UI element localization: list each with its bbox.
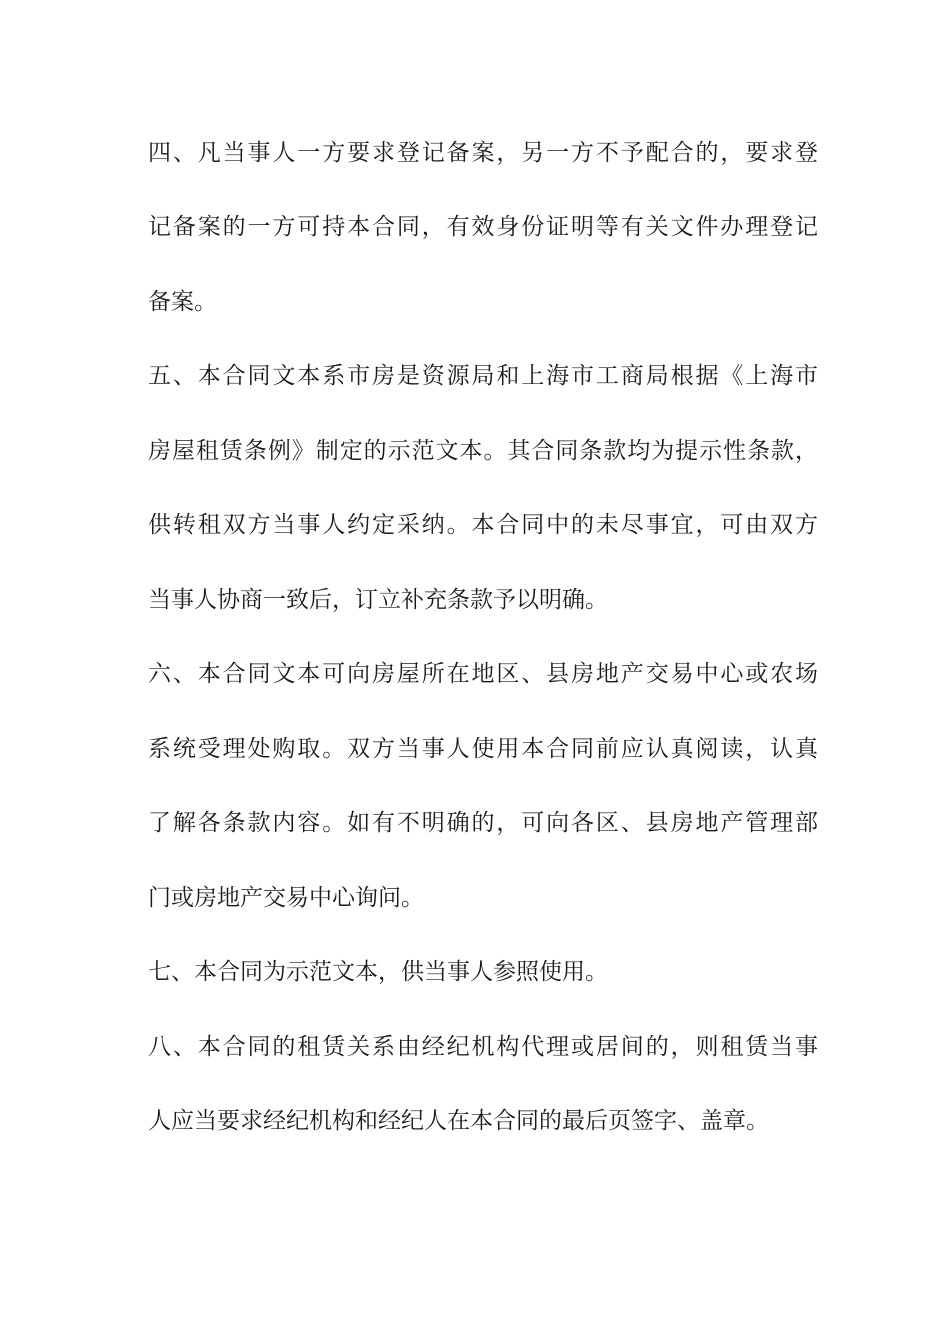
clause-8-line-1: 八、本合同的租赁关系由经纪机构代理或居间的，则租赁当事 bbox=[148, 1034, 818, 1060]
clause-7-line-1: 七、本合同为示范文本，供当事人参照使用。 bbox=[148, 959, 608, 985]
clause-8-line-2: 人应当要求经纪机构和经纪人在本合同的最后页签字、盖章。 bbox=[148, 1108, 769, 1134]
clause-6-line-4: 门或房地产交易中心询问。 bbox=[148, 885, 424, 911]
clause-6-line-3: 了解各条款内容。如有不明确的，可向各区、县房地产管理部 bbox=[148, 810, 818, 836]
clause-4-line-1: 四、凡当事人一方要求登记备案，另一方不予配合的，要求登 bbox=[148, 140, 818, 166]
clause-5-line-4: 当事人协商一致后，订立补充条款予以明确。 bbox=[148, 587, 608, 613]
clause-6-line-2: 系统受理处购取。双方当事人使用本合同前应认真阅读，认真 bbox=[148, 736, 818, 762]
clause-5-line-3: 供转租双方当事人约定采纳。本合同中的未尽事宜，可由双方 bbox=[148, 512, 818, 538]
clause-4-line-2: 记备案的一方可持本合同，有效身份证明等有关文件办理登记 bbox=[148, 214, 818, 240]
clause-6-line-1: 六、本合同文本可向房屋所在地区、县房地产交易中心或农场 bbox=[148, 661, 818, 687]
clause-4-line-3: 备案。 bbox=[148, 289, 217, 315]
clause-5-line-2: 房屋租赁条例》制定的示范文本。其合同条款均为提示性条款， bbox=[148, 438, 818, 464]
clause-5-line-1: 五、本合同文本系市房是资源局和上海市工商局根据《上海市 bbox=[148, 363, 818, 389]
